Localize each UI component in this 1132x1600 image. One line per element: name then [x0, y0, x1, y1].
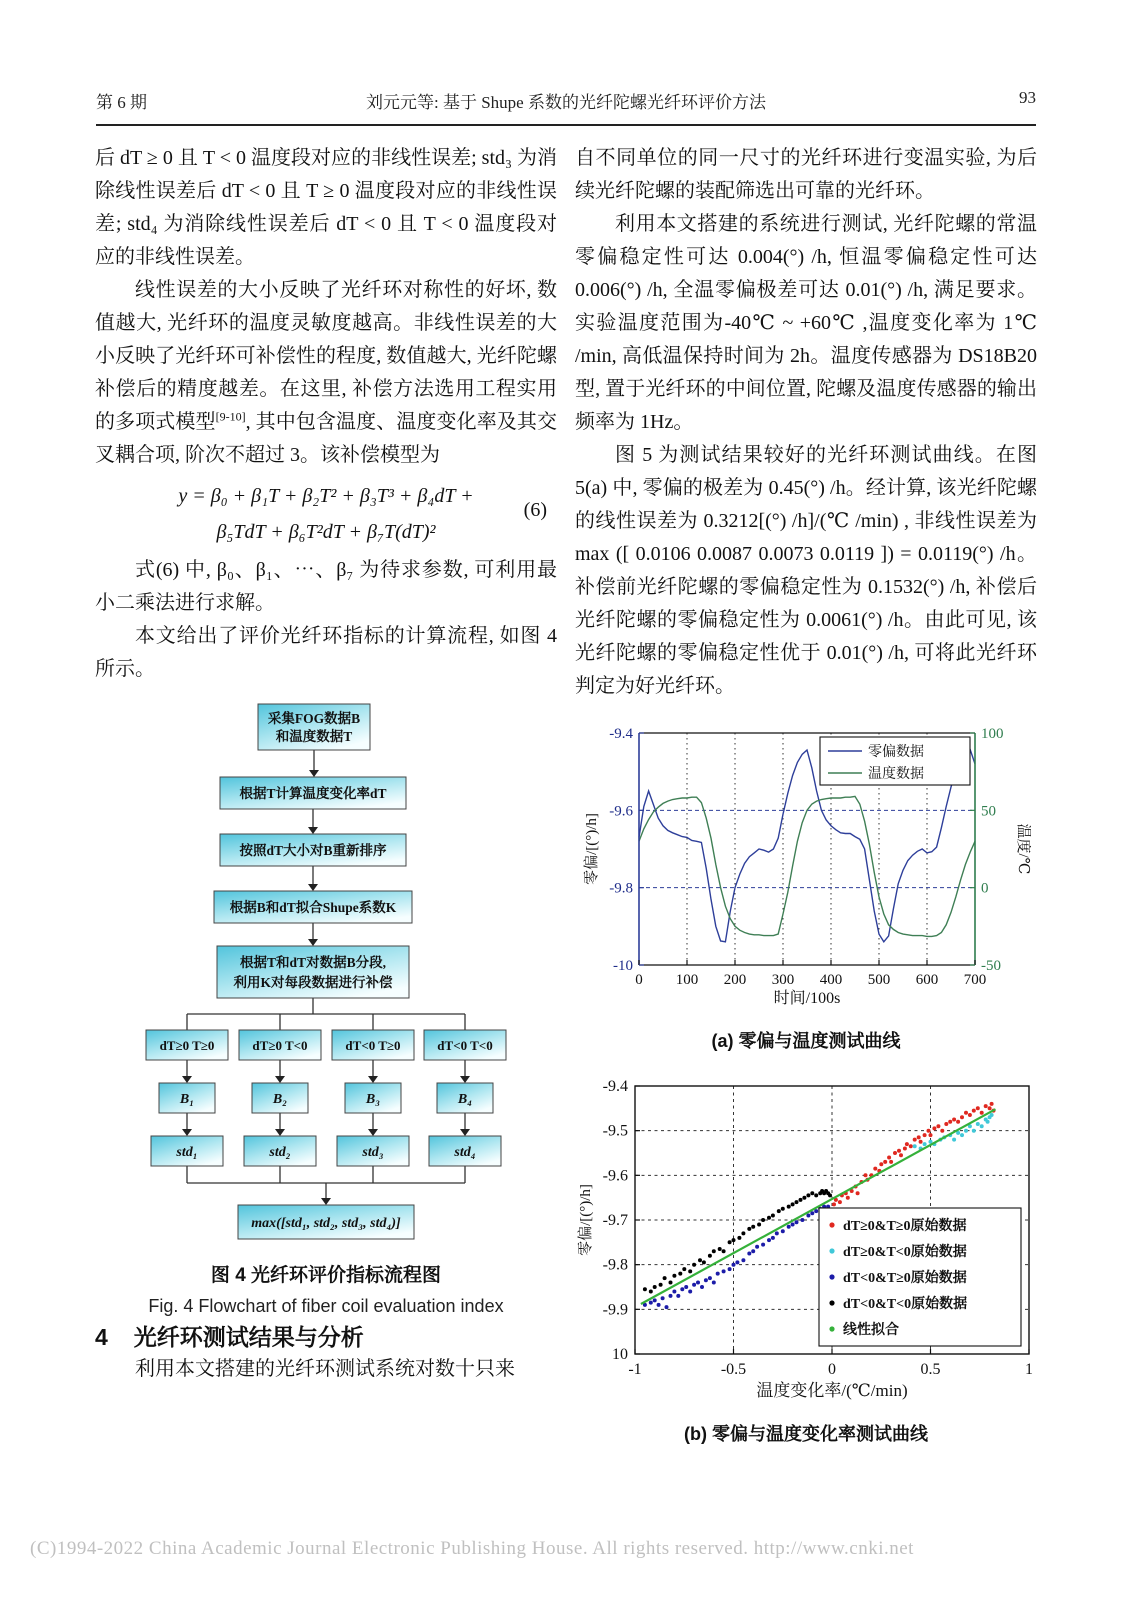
section-heading: [95, 1321, 557, 1353]
scatter-point: [755, 1245, 759, 1249]
paragraph-linear-error-text: 线性误差的大小反映了光纤环对称性的好坏, 数值越大, 光纤环的温度灵敏度越高。非线性误差的大小反映了光纤环可补偿性的程度, 数值越大, 光纤陀螺补偿后的精度越差。在这里, 补偿方法选用工程实用的多项式模型: [95, 279, 557, 433]
x-tick-label: 300: [771, 972, 795, 988]
scatter-point: [856, 1191, 860, 1195]
equation-line-2: β₅TdT + β₆T²dT + β₇T(dT)²: [216, 521, 436, 543]
scatter-point: [702, 1260, 706, 1264]
step4-label: 根据B和dT拟合Shupe系数K: [229, 900, 397, 915]
right-tick-label: 0: [981, 880, 989, 897]
scatter-point: [799, 1198, 803, 1202]
scatter-point: [964, 1111, 968, 1115]
cond4-label: dT<0 T<0: [437, 1038, 493, 1053]
page-number: 93: [1019, 88, 1036, 107]
scatter-point: [649, 1301, 653, 1305]
fig5b-caption: (b) 零偏与温度变化率测试曲线: [684, 1424, 928, 1444]
fig5b-chart: [575, 1074, 1045, 1404]
figure-4-flowchart: [96, 696, 556, 1257]
x-axis-title: 温度变化率/(℃/min): [756, 1381, 908, 1400]
scatter-point: [940, 1129, 944, 1133]
scatter-point: [708, 1254, 712, 1258]
scatter-point: [716, 1272, 720, 1276]
scatter-point: [657, 1303, 661, 1307]
scatter-point: [980, 1124, 984, 1128]
legend-marker: [829, 1222, 834, 1227]
scatter-point: [688, 1290, 692, 1294]
scatter-point: [649, 1290, 653, 1294]
b1-label: B₁: [179, 1092, 195, 1107]
scatter-point: [972, 1109, 976, 1113]
scatter-point: [767, 1216, 771, 1220]
scatter-point: [791, 1223, 795, 1227]
std1-label: std₁: [176, 1145, 198, 1160]
scatter-point: [712, 1281, 716, 1285]
scatter-point: [663, 1276, 667, 1280]
scatter-point: [692, 1283, 696, 1287]
y-tick-label: -9.5: [602, 1122, 628, 1140]
scatter-series-2: [643, 1205, 830, 1310]
scatter-point: [676, 1294, 680, 1298]
scatter-point: [741, 1258, 745, 1262]
step5-line2: 利用K对每段数据进行补偿: [233, 975, 393, 990]
series-1-line: [639, 796, 975, 936]
cond3-label: dT<0 T≥0: [345, 1038, 401, 1053]
scatter-point: [944, 1122, 948, 1126]
scatter-point: [653, 1285, 657, 1289]
x-tick-label: 0: [635, 972, 643, 988]
cond2-label: dT≥0 T<0: [252, 1038, 308, 1053]
scatter-series-3: [643, 1189, 832, 1294]
x-tick-label: -0.5: [720, 1361, 747, 1378]
legend-label: dT≥0&T<0原始数据: [843, 1245, 967, 1260]
left-tick-label: -10: [613, 958, 633, 974]
scatter-point: [927, 1129, 931, 1133]
scatter-point: [806, 1214, 810, 1218]
left-axis-title: 零偏/[(°)/h]: [584, 813, 600, 885]
scatter-point: [810, 1211, 814, 1215]
scatter-point: [795, 1220, 799, 1224]
figure-5b: [575, 1074, 1037, 1415]
x-tick-label: 400: [819, 972, 843, 988]
scatter-point: [700, 1285, 704, 1289]
scatter-point: [838, 1200, 842, 1204]
scatter-point: [897, 1149, 901, 1153]
scatter-point: [680, 1287, 684, 1291]
step1-line1: 采集FOG数据B: [267, 711, 361, 726]
scatter-point: [923, 1142, 927, 1146]
left-tick-label: -9.8: [609, 880, 633, 897]
scatter-point: [735, 1260, 739, 1264]
scatter-point: [956, 1120, 960, 1124]
figure-5a: [575, 719, 1037, 1022]
scatter-point: [771, 1214, 775, 1218]
scatter-point: [751, 1225, 755, 1229]
scatter-point: [948, 1120, 952, 1124]
paragraph-fig5-results: 图 5 为测试结果较好的光纤环测试曲线。在图 5(a) 中, 零偏的极差为 0.45(°) /h。经计算, 该光纤陀螺的线性误差为 0.3212[(°) /h]/(℃ /min) , 非线性误差为 max ([ 0.0106 0.0087 0.0073 0.0119 ]) = 0.0119(°) /h。补偿前光纤陀螺的零偏稳定性为 0.1532(°) /h, 补偿后光纤陀螺的零偏稳定性为 0.0061(°) /h。由此可见, 该光纤陀螺的零偏稳定性优于 0.01(°) /h, 可将此光纤环判定为好光纤环。: [575, 444, 1037, 697]
scatter-point: [972, 1129, 976, 1133]
scatter-point: [936, 1124, 940, 1128]
scatter-point: [800, 1218, 804, 1222]
scatter-point: [692, 1263, 696, 1267]
scatter-point: [929, 1133, 933, 1137]
left-tick-label: -9.4: [609, 726, 633, 742]
y-tick-label: 10: [612, 1346, 628, 1363]
fig4-caption-en: Fig. 4 Flowchart of fiber coil evaluation index: [148, 1296, 504, 1316]
equation-6: [95, 478, 557, 550]
fig5a-caption: (a) 零偏与温度测试曲线: [711, 1031, 901, 1051]
right-tick-label: 100: [981, 726, 1004, 742]
legend-marker: [829, 1248, 834, 1253]
equation-lines: [123, 478, 530, 550]
scatter-point: [661, 1296, 665, 1300]
paragraph-flow-intro: 本文给出了评价光纤环指标的计算流程, 如图 4 所示。: [95, 625, 557, 680]
scatter-point: [781, 1207, 785, 1211]
section-number: 4: [95, 1324, 108, 1350]
cond1-label: dT≥0 T≥0: [159, 1038, 215, 1053]
scatter-point: [964, 1129, 968, 1133]
right-tick-label: 50: [981, 803, 996, 820]
scatter-point: [761, 1218, 765, 1222]
legend-label: dT≥0&T≥0原始数据: [843, 1219, 967, 1234]
scatter-point: [919, 1140, 923, 1144]
scatter-point: [696, 1281, 700, 1285]
left-column: [95, 142, 557, 1386]
scatter-point: [952, 1118, 956, 1122]
scatter-point: [899, 1153, 903, 1157]
scatter-point: [976, 1122, 980, 1126]
legend-label: 零偏数据: [868, 745, 924, 760]
legend-marker: [829, 1300, 834, 1305]
paragraph-experiment: 自不同单位的同一尺寸的光纤环进行变温实验, 为后续光纤陀螺的装配筛选出可靠的光纤环。: [575, 147, 1037, 202]
scatter-point: [704, 1278, 708, 1282]
scatter-point: [747, 1227, 751, 1231]
x-tick-label: 0: [828, 1361, 836, 1378]
scatter-point: [659, 1283, 663, 1287]
scatter-point: [771, 1236, 775, 1240]
equation-number: (6): [523, 499, 547, 521]
scatter-point: [984, 1104, 988, 1108]
y-tick-label: -9.6: [602, 1167, 628, 1185]
scatter-point: [810, 1191, 814, 1195]
scatter-point: [846, 1196, 850, 1200]
scatter-point: [864, 1173, 868, 1177]
right-tick-label: -50: [981, 958, 1001, 974]
legend-label: 线性拟合: [843, 1323, 899, 1338]
fig5a-chart: [581, 719, 1031, 1011]
scatter-point: [980, 1111, 984, 1115]
scatter-point: [905, 1142, 909, 1146]
scatter-point: [960, 1115, 964, 1119]
scatter-point: [712, 1249, 716, 1253]
scatter-point: [751, 1249, 755, 1253]
header-rule: [96, 124, 1036, 126]
scatter-point: [669, 1294, 673, 1298]
scatter-point: [775, 1231, 779, 1235]
x-tick-label: 100: [675, 972, 699, 988]
scatter-point: [903, 1147, 907, 1151]
scatter-point: [787, 1225, 791, 1229]
step1-line2: 和温度数据T: [275, 729, 353, 744]
legend-marker: [829, 1326, 834, 1331]
fig5a-plot: [583, 726, 1031, 1007]
scatter-point: [757, 1223, 761, 1227]
scatter-point: [688, 1269, 692, 1273]
scatter-point: [684, 1285, 688, 1289]
std4-label: std₄: [454, 1145, 476, 1160]
legend-marker: [829, 1274, 834, 1279]
scatter-point: [889, 1160, 893, 1164]
scatter-point: [708, 1276, 712, 1280]
scatter-point: [968, 1113, 972, 1117]
legend-label: 温度数据: [868, 767, 924, 782]
page-header: [96, 88, 1036, 118]
x-tick-label: 200: [723, 972, 747, 988]
scatter-point: [828, 1193, 832, 1197]
scatter-point: [952, 1138, 956, 1142]
x-tick-label: 1: [1025, 1361, 1033, 1378]
scatter-point: [781, 1229, 785, 1233]
std2-label: std₂: [269, 1145, 291, 1160]
scatter-point: [747, 1252, 751, 1256]
scatter-point: [722, 1269, 726, 1273]
scatter-point: [832, 1202, 836, 1206]
issue-label: 第 6 期: [96, 93, 147, 112]
scatter-point: [913, 1144, 917, 1148]
scatter-point: [761, 1243, 765, 1247]
scatter-point: [737, 1236, 741, 1240]
scatter-point: [873, 1167, 877, 1171]
y-tick-label: -9.9: [602, 1301, 628, 1319]
scatter-point: [672, 1274, 676, 1278]
scatter-point: [728, 1240, 732, 1244]
flowchart-boxes: [146, 704, 506, 1239]
paragraph-test-intro: 利用本文搭建的光纤环测试系统对数十只来: [135, 1358, 515, 1380]
right-column: [575, 142, 1037, 1463]
b2-label: B₂: [272, 1092, 288, 1107]
scatter-point: [722, 1249, 726, 1253]
y-tick-label: -9.7: [602, 1212, 628, 1229]
scatter-point: [732, 1263, 736, 1267]
scatter-point: [682, 1267, 686, 1271]
scatter-point: [653, 1298, 657, 1302]
fig5b-plot: [577, 1078, 1033, 1400]
right-axis-title: 温度/℃: [1015, 823, 1031, 875]
left-tick-label: -9.6: [609, 803, 633, 820]
flowchart-svg: [96, 696, 556, 1246]
y-axis-title: 零偏/[(°)/h]: [578, 1184, 594, 1256]
scatter-point: [698, 1258, 702, 1262]
fig4-caption-cn: 图 4 光纤环评价指标流程图: [210, 1265, 442, 1286]
x-tick-label: -1: [628, 1361, 642, 1378]
paragraph-linear-error: [95, 274, 557, 472]
scatter-point: [665, 1305, 669, 1309]
legend-label: dT<0&T<0原始数据: [843, 1297, 968, 1312]
b4-label: B₄: [457, 1092, 473, 1107]
scatter-point: [795, 1200, 799, 1204]
scatter-point: [669, 1281, 673, 1285]
std3-label: std₃: [362, 1145, 384, 1160]
scatter-point: [883, 1160, 887, 1164]
scatter-point: [791, 1202, 795, 1206]
step2-label: 根据T计算温度变化率dT: [239, 786, 387, 801]
scatter-point: [678, 1272, 682, 1276]
scatter-point: [802, 1196, 806, 1200]
scatter-point: [728, 1267, 732, 1271]
scatter-point: [990, 1113, 994, 1117]
scatter-point: [913, 1138, 917, 1142]
scatter-point: [887, 1156, 891, 1160]
x-tick-label: 0.5: [920, 1361, 941, 1378]
b3-label: B₃: [365, 1092, 381, 1107]
scatter-point: [672, 1290, 676, 1294]
scatter-point: [976, 1106, 980, 1110]
scatter-point: [806, 1193, 810, 1197]
scatter-point: [732, 1238, 736, 1242]
x-tick-label: 600: [915, 972, 939, 988]
scatter-point: [960, 1133, 964, 1137]
y-tick-label: -9.8: [602, 1256, 628, 1274]
scatter-point: [718, 1247, 722, 1251]
equation-line-1: y = β₀ + β₁T + β₂T² + β₃T³ + β₄dT +: [178, 485, 474, 507]
scatter-point: [988, 1106, 992, 1110]
step5-line1: 根据T和dT对数据B分段,: [240, 955, 386, 970]
running-title: 刘元元等: 基于 Shupe 系数的光纤陀螺光纤环评价方法: [366, 93, 766, 112]
paragraph-eq-params: 式(6) 中, β₀、β₁、⋯、β₇ 为待求参数, 可利用最小二乘法进行求解。: [95, 559, 557, 614]
x-tick-label: 500: [867, 972, 891, 988]
scatter-point: [767, 1238, 771, 1242]
paragraph-nonlinear-error: 后 dT ≥ 0 且 T < 0 温度段对应的非线性误差; std₃ 为消除线性误差后 dT < 0 且 T ≥ 0 温度段对应的非线性误差; std₄ 为消除线性误差后 dT < 0 且 T < 0 温度段对应的非线性误差。: [95, 147, 557, 268]
scatter-point: [893, 1151, 897, 1155]
scatter-point: [741, 1231, 745, 1235]
paragraph-linear-error-tail: , 其中包含温度、温度变化率及其交叉耦合项, 阶次不超过 3。该补偿模型为: [95, 411, 558, 466]
scatter-point: [923, 1133, 927, 1137]
paragraph-system-test: 利用本文搭建的系统进行测试, 光纤陀螺的常温零偏稳定性可达 0.004(°) /h, 恒温零偏稳定性可达 0.006(°) /h, 全温零偏极差可达 0.01(°) /h, 满足要求。实验温度范围为-40℃ ~ +60℃ ,温度变化率为 1℃ /min, 高低温保持时间为 2h。温度传感器为 DS18B20 型, 置于光纤环的中间位置, 陀螺及温度传感器的输出频率为 1Hz。: [575, 213, 1037, 433]
footer-copyright: (C)1994-2022 China Academic Journal Electronic Publishing House. All rights reserved. http://www.cnki.net: [30, 1538, 914, 1559]
scatter-point: [932, 1126, 936, 1130]
scatter-point: [990, 1102, 994, 1106]
scatter-point: [787, 1205, 791, 1209]
scatter-point: [814, 1193, 818, 1197]
step3-label: 按照dT大小对B重新排序: [239, 843, 387, 858]
scatter-point: [879, 1162, 883, 1166]
scatter-point: [986, 1120, 990, 1124]
scatter-point: [777, 1209, 781, 1213]
section-title: 光纤环测试结果与分析: [133, 1324, 364, 1350]
x-tick-label: 700: [963, 972, 987, 988]
legend-label: dT<0&T≥0原始数据: [843, 1271, 967, 1286]
x-axis-title: 时间/100s: [773, 990, 841, 1007]
scatter-point: [643, 1287, 647, 1291]
max-label: max([std₁, std₂, std₃, std₄)]: [251, 1216, 401, 1231]
y-tick-label: -9.4: [602, 1078, 628, 1095]
citation-superscript: [9-10]: [215, 409, 246, 424]
scatter-point: [917, 1135, 921, 1139]
scatter-point: [909, 1144, 913, 1148]
